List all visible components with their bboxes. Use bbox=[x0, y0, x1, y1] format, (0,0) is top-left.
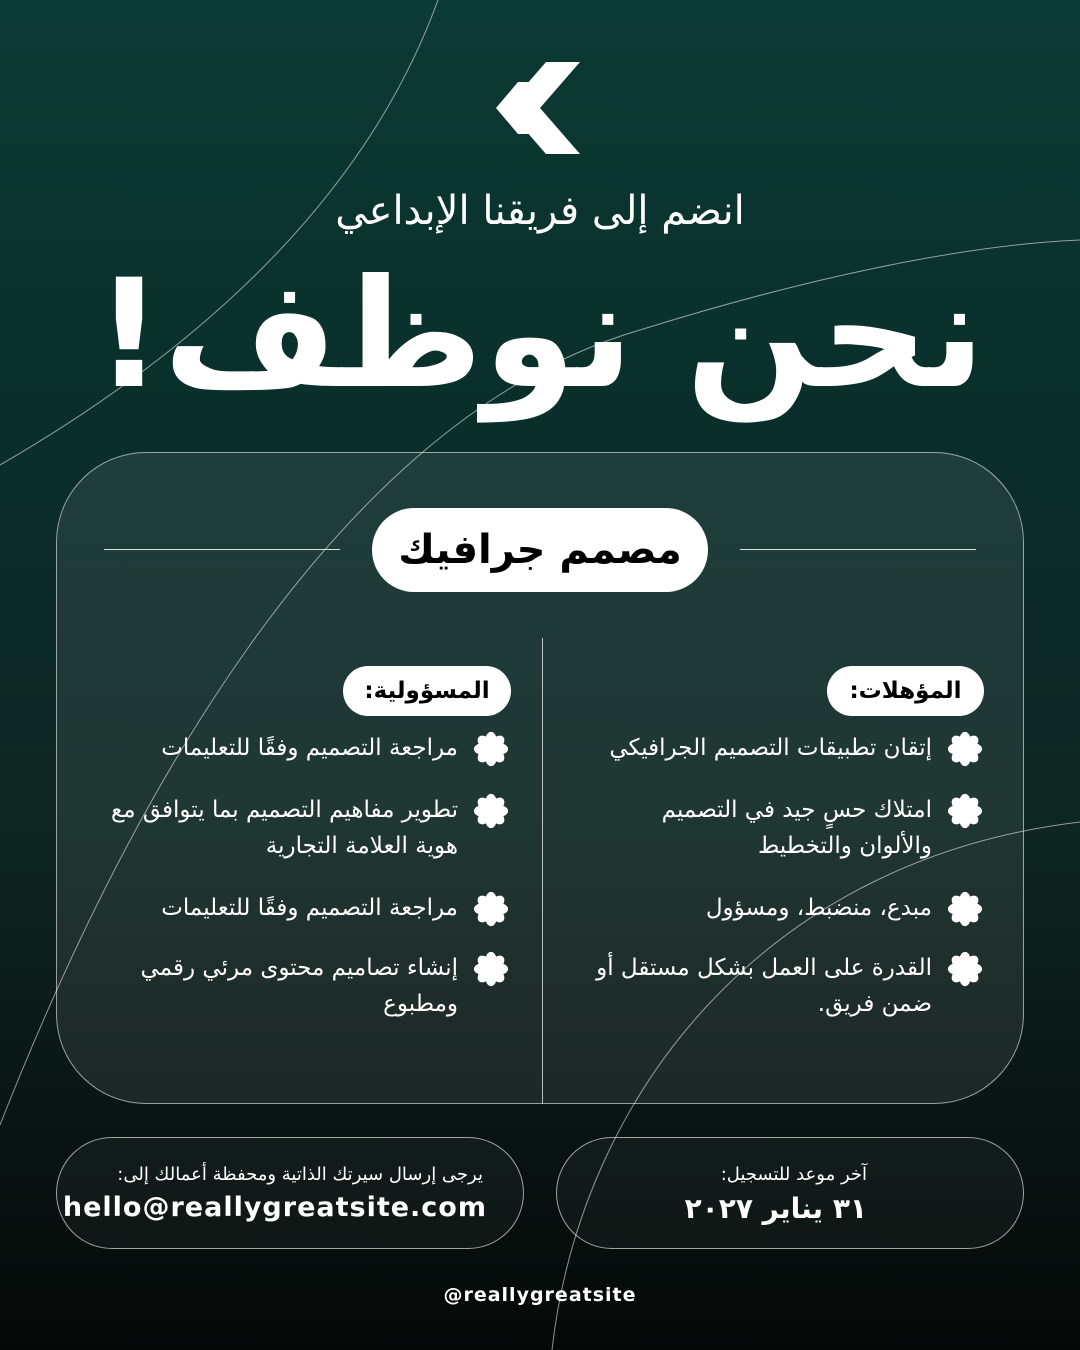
responsibilities-heading bbox=[343, 666, 511, 716]
list-item bbox=[584, 730, 984, 768]
list-item bbox=[90, 950, 510, 1022]
subtitle: انضم إلى فريقنا الإبداعي bbox=[335, 188, 745, 234]
responsibility-text: مراجعة التصميم وفقًا للتعليمات bbox=[161, 895, 458, 921]
social-handle[interactable]: @reallygreatsite bbox=[443, 1284, 637, 1306]
deadline-date: ٣١ يناير ٢٠٢٧ bbox=[684, 1192, 867, 1225]
divider-left bbox=[104, 549, 340, 550]
double-chevron-left-icon bbox=[496, 62, 584, 154]
job-title: مصمم جرافيك bbox=[398, 527, 682, 573]
headline: نحن نوظف! bbox=[94, 248, 986, 422]
qualification-text: مبدع، منضبط، ومسؤول bbox=[705, 895, 932, 921]
qualifications-heading-label: المؤهلات: bbox=[849, 678, 962, 704]
asterisk-flower-icon bbox=[946, 730, 984, 768]
asterisk-flower-icon bbox=[946, 792, 984, 830]
deadline-box bbox=[556, 1137, 1024, 1249]
contact-email[interactable]: hello@reallygreatsite.com bbox=[62, 1192, 487, 1223]
column-divider bbox=[542, 638, 543, 1104]
list-item bbox=[90, 890, 510, 928]
list-item bbox=[90, 730, 510, 768]
qualifications-heading bbox=[827, 666, 984, 716]
contact-label: يرجى إرسال سيرتك الذاتية ومحفظة أعمالك إلى: bbox=[117, 1164, 483, 1185]
list-item bbox=[90, 792, 510, 864]
contact-box bbox=[56, 1137, 524, 1249]
qualification-text: القدرة على العمل بشكل مستقل أو ضمن فريق. bbox=[596, 955, 932, 1017]
list-item bbox=[584, 890, 984, 928]
list-item bbox=[584, 950, 984, 1022]
asterisk-flower-icon bbox=[472, 730, 510, 768]
asterisk-flower-icon bbox=[472, 890, 510, 928]
asterisk-flower-icon bbox=[472, 792, 510, 830]
responsibility-text: مراجعة التصميم وفقًا للتعليمات bbox=[161, 735, 458, 761]
responsibilities-heading-label: المسؤولية: bbox=[364, 678, 490, 704]
qualification-text: إتقان تطبيقات التصميم الجرافيكي bbox=[609, 735, 932, 761]
asterisk-flower-icon bbox=[946, 890, 984, 928]
divider-right bbox=[740, 549, 976, 550]
deadline-label: آخر موعد للتسجيل: bbox=[720, 1164, 867, 1185]
list-item bbox=[584, 792, 984, 864]
responsibility-text: إنشاء تصاميم محتوى مرئي رقمي ومطبوع bbox=[140, 955, 458, 1017]
job-title-badge bbox=[372, 508, 708, 592]
responsibility-text: تطوير مفاهيم التصميم بما يتوافق مع هوية العلامة التجارية bbox=[110, 797, 458, 859]
asterisk-flower-icon bbox=[946, 950, 984, 988]
asterisk-flower-icon bbox=[472, 950, 510, 988]
qualification-text: امتلاك حسٍ جيد في التصميم والألوان والتخطيط bbox=[661, 797, 932, 859]
